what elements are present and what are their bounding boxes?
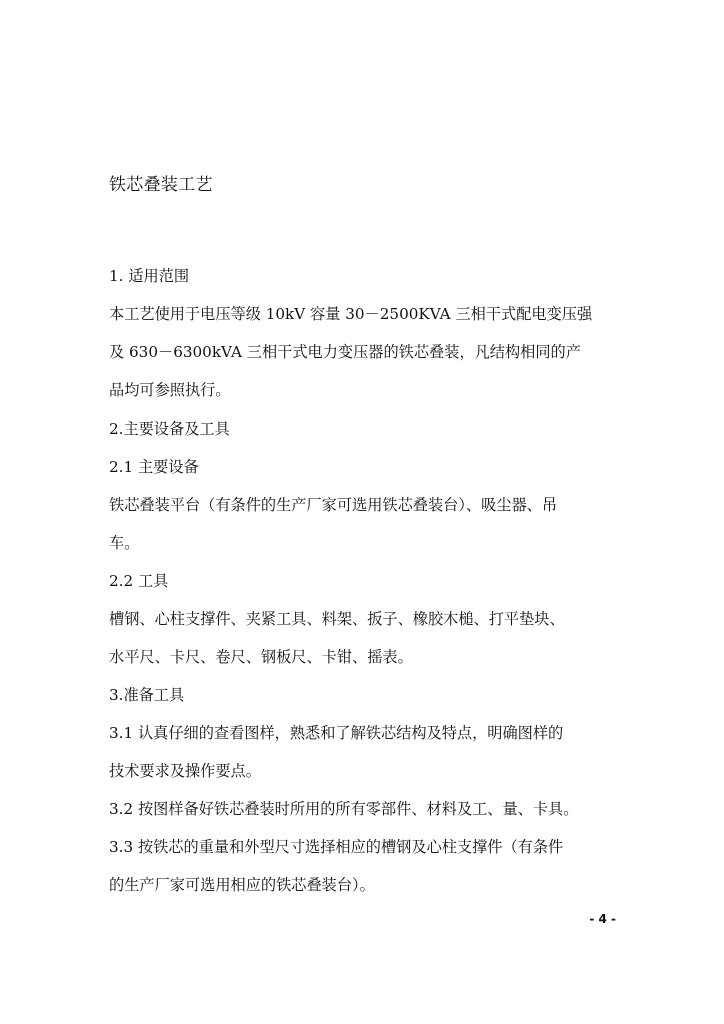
- paragraph-line: 水平尺、卡尺、卷尺、钢板尺、卡钳、摇表。: [109, 648, 413, 666]
- paragraph-line: 及 630－6300kVA 三相干式电力变压器的铁芯叠装，凡结构相同的产: [109, 343, 581, 361]
- section-heading-scope: 1. 适用范围: [109, 267, 190, 285]
- subsection-heading-tools: 2.2 工具: [109, 572, 169, 590]
- paragraph-line: 的生产厂家可选用相应的铁芯叠装台）。: [109, 876, 375, 894]
- page-number: - 4 -: [589, 912, 616, 926]
- paragraph-line: 槽钢、心柱支撑件、夹紧工具、料架、扳子、橡胶木槌、打平垫块、: [109, 610, 565, 628]
- paragraph-line: 铁芯叠装平台（有条件的生产厂家可选用铁芯叠装台）、吸尘器、吊: [109, 496, 558, 514]
- paragraph-line: 3.2 按图样备好铁芯叠装时所用的所有零部件、材料及工、量、卡具。: [109, 800, 579, 818]
- section-heading-preparation: 3.准备工具: [109, 686, 185, 704]
- document-title: 铁芯叠装工艺: [109, 175, 213, 195]
- paragraph-line: 车。: [109, 534, 140, 552]
- subsection-heading-main-equipment: 2.1 主要设备: [109, 458, 199, 476]
- paragraph-line: 3.1 认真仔细的查看图样，熟悉和了解铁芯结构及特点，明确图样的: [109, 724, 564, 742]
- section-heading-equipment-tools: 2.主要设备及工具: [109, 420, 230, 438]
- paragraph-line: 品均可参照执行。: [109, 381, 231, 399]
- paragraph-line: 3.3 按铁芯的重量和外型尺寸选择相应的槽钢及心柱支撑件（有条件: [109, 838, 564, 856]
- paragraph-line: 本工艺使用于电压等级 10kV 容量 30－2500KVA 三相干式配电变压强: [109, 305, 593, 323]
- paragraph-line: 技术要求及操作要点。: [109, 762, 261, 780]
